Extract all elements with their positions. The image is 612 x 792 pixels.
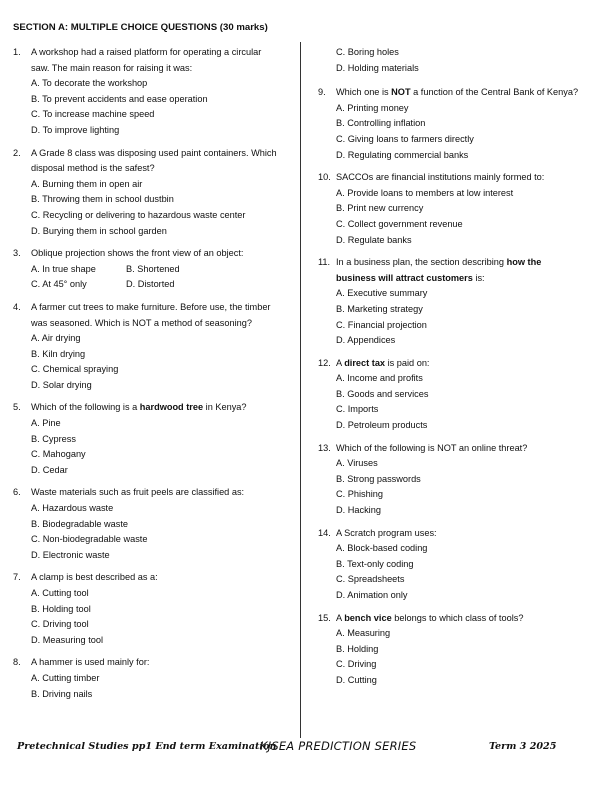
option: B. Goods and services [336,388,429,399]
option: A. Block-based coding [336,543,428,554]
option: C. Chemical spraying [31,364,119,375]
option: A. Printing money [336,102,409,113]
question-15 [318,611,583,689]
option: B. Holding tool [31,603,91,614]
option: B. Driving nails [31,688,93,699]
option: A. Pine [31,418,61,429]
option: A. Viruses [336,458,378,469]
option: A. Measuring [336,628,391,639]
emphasis: direct tax [344,357,386,368]
question-number: 4. [13,301,21,312]
question-12 [318,356,583,434]
question-13 [318,441,583,519]
question-8-continued [318,45,583,76]
option: D. Distorted [126,279,175,290]
question-text: A bench vice belongs to which class of tools? [336,612,524,623]
option: C. Collect government revenue [336,218,463,229]
question-text: Waste materials such as fruit peels are classified as: [31,487,245,498]
option: D. Measuring tool [31,634,104,645]
question-text: Oblique projection shows the front view of an object: [31,248,244,259]
option: B. Shortened [126,263,180,274]
option: C. Spreadsheets [336,574,405,585]
option-row [13,262,281,278]
option: C. Recycling or delivering to hazardous waste center [31,209,246,220]
option: C. At 45° only [31,279,87,290]
option: A. Cutting tool [31,588,89,598]
question-8 [13,655,281,702]
footer-term: Term 3 2025 [489,741,557,752]
question-9 [318,85,583,163]
question-text: A direct tax is paid on: [336,357,430,368]
option: C. Giving loans to farmers directly [336,133,474,144]
left-column [13,45,281,709]
option: A. Executive summary [336,288,428,299]
option: D. Petroleum products [336,420,428,431]
option: D. Animation only [336,590,408,600]
option: A. Provide loans to members at low interest [336,187,514,198]
option: C. Phishing [336,489,383,500]
question-number: 10. [318,172,331,183]
question-number: 7. [13,572,21,583]
question-text: A farmer cut trees to make furniture. Before use, the timber was seasoned. Which is NOT a method of seasoning? [31,301,271,328]
option: A. Cutting timber [31,672,100,683]
question-text: A hammer is used mainly for: [31,657,150,668]
option: C. Non-biodegradable waste [31,534,148,545]
question-2 [13,146,281,240]
option: B. Text-only coding [336,558,414,569]
emphasis: how the business will attract customers [336,257,542,283]
question-number: 11. [318,257,331,268]
option: B. To prevent accidents and ease operation [31,93,208,104]
emphasis: hardwood tree [139,402,204,413]
question-text: A clamp is best described as a: [31,572,158,583]
option: B. Strong passwords [336,473,421,484]
option-row [13,277,281,293]
option: A. Burning them in open air [31,178,143,189]
option: D. Electronic waste [31,549,110,560]
option: B. Print new currency [336,203,424,214]
option: D. Cutting [336,674,377,685]
option: D. Appendices [336,335,396,346]
option: C. Imports [336,404,379,415]
question-10 [318,170,583,248]
question-number: 6. [13,487,21,498]
right-column [318,45,583,696]
emphasis: NOT [391,87,411,98]
option: A. Air drying [31,333,81,344]
column-divider [300,42,301,738]
option: D. Regulating commercial banks [336,149,469,160]
option: D. Cedar [31,464,68,475]
option: B. Kiln drying [31,348,86,359]
question-number: 12. [318,357,331,368]
option: A. Hazardous waste [31,503,114,514]
option: A. Income and profits [336,373,423,384]
option: A. To decorate the workshop [31,78,148,89]
footer-series: KJSEA PREDICTION SERIES [260,739,417,753]
option: D. To improve lighting [31,124,120,135]
emphasis: bench vice [344,612,392,623]
question-text: A workshop had a raised platform for operating a circular saw. The main reason for raising it was: [31,47,262,73]
option: A. In true shape [31,263,96,274]
question-text: Which of the following is NOT an online threat? [336,442,528,453]
question-text: Which of the following is a hardwood tree in Kenya? [31,402,247,413]
question-number: 3. [13,248,21,259]
question-1 [13,45,281,139]
section-title: SECTION A: MULTIPLE CHOICE QUESTIONS (30 marks) [13,22,268,33]
option: D. Regulate banks [336,234,412,245]
question-text: A Grade 8 class was disposing used paint containers. Which disposal method is the safest? [31,147,277,174]
question-text: A Scratch program uses: [336,527,437,538]
question-4 [13,300,281,394]
option: B. Biodegradable waste [31,518,129,529]
option: D. Holding materials [336,62,419,73]
option: B. Controlling inflation [336,118,426,129]
question-number: 1. [13,47,21,57]
question-number: 8. [13,657,21,668]
option: B. Holding [336,643,379,654]
option: D. Hacking [336,505,381,516]
question-number: 9. [318,87,326,98]
question-number: 5. [13,402,21,413]
question-number: 15. [318,612,331,623]
question-5 [13,400,281,478]
option: C. Boring holes [336,47,399,57]
option: B. Throwing them in school dustbin [31,194,174,205]
option: C. Mahogany [31,449,86,460]
question-text: In a business plan, the section describing how the business will attract customers is: [336,257,542,283]
option: B. Marketing strategy [336,303,423,314]
page-footer [0,741,612,757]
question-number: 2. [13,147,21,158]
option: B. Cypress [31,433,76,444]
option: C. Driving [336,659,377,670]
option: D. Burying them in school garden [31,225,167,236]
question-14 [318,526,583,604]
question-11 [318,255,583,349]
footer-exam-title: Pretechnical Studies pp1 End term Examination [17,741,277,752]
question-text: SACCOs are financial institutions mainly formed to: [336,172,545,183]
question-7 [13,570,281,648]
question-number: 14. [318,527,331,538]
option: C. To increase machine speed [31,109,155,120]
question-6 [13,485,281,563]
question-3 [13,246,281,293]
option: C. Financial projection [336,319,427,330]
option: C. Driving tool [31,619,89,630]
question-number: 13. [318,442,331,453]
question-text: Which one is NOT a function of the Central Bank of Kenya? [336,87,579,98]
option: D. Solar drying [31,379,92,390]
